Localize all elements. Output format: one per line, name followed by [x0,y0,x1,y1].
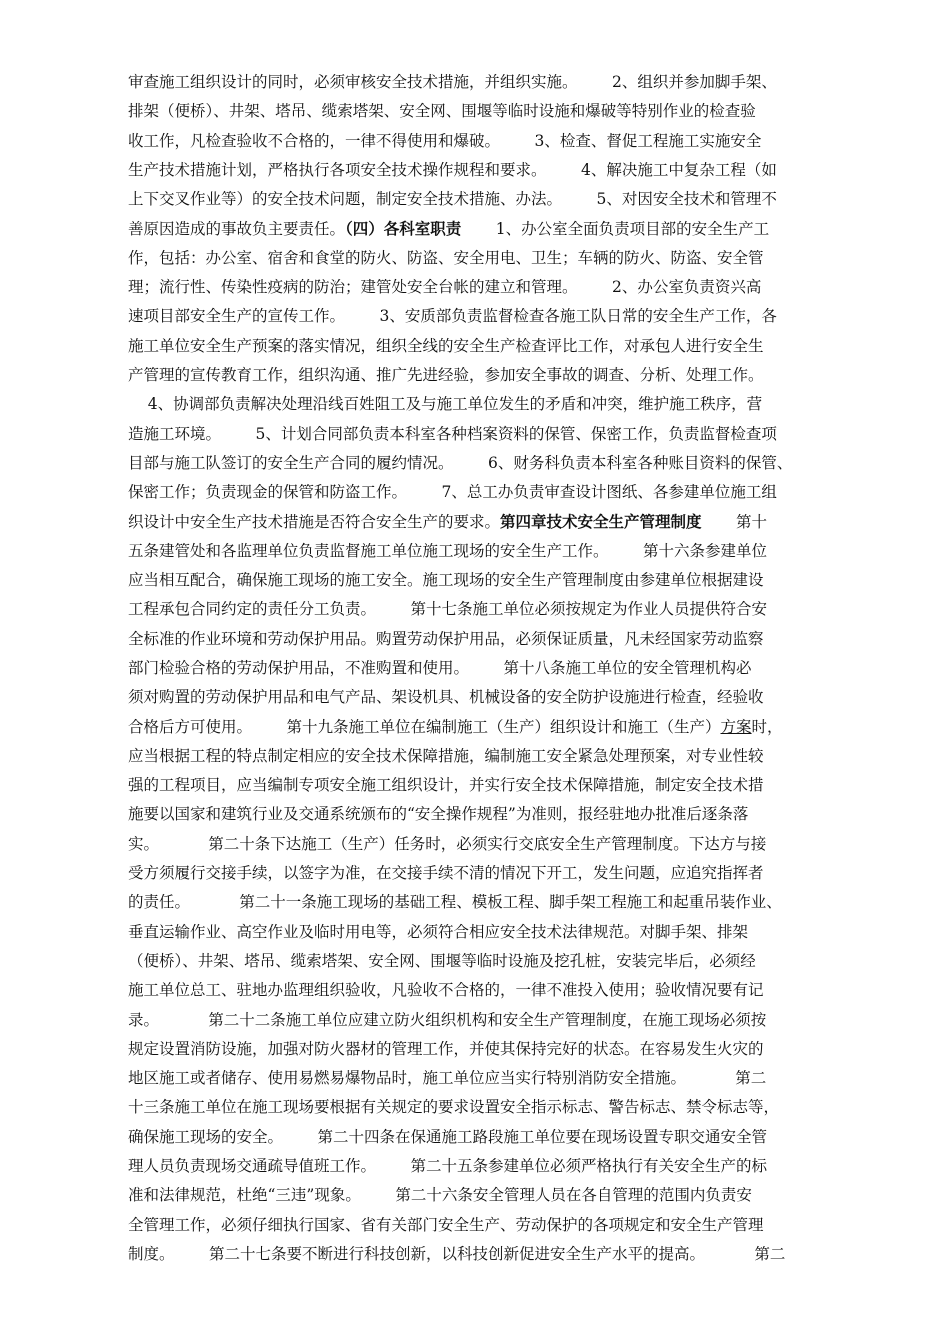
text-line: 录。 第二十二条施工单位应建立防火组织机构和安全生产管理制度，在施工现场必须按 [128,1010,767,1029]
text-line: 实。 第二十条下达施工（生产）任务时，必须实行交底安全生产管理制度。下达方与接 [128,834,767,853]
text-line: 垂直运输作业、高空作业及临时用电等，必须符合相应安全技术法律规范。对脚手架、排架 [128,922,749,941]
text-line: 收工作，凡检查验收不合格的，一律不得使用和爆破。 3、检查、督促工程施工实施安全 [128,131,762,150]
text-line: 织设计中安全生产技术措施是否符合安全生产的要求。第四章技术安全生产管理制度 第十 [128,512,768,532]
text-line: 理人员负责现场交通疏导值班工作。 第二十五条参建单位必须严格执行有关安全生产的标 [128,1156,768,1175]
plan-link[interactable]: 方案 [720,717,752,736]
text-line: 善原因造成的事故负主要责任。（四）各科室职责 1、办公室全面负责项目部的安全生产工 [128,219,770,239]
document-body [128,68,828,1269]
text-line: 全标准的作业环境和劳动保护用品。购置劳动保护用品，必须保证质量，凡未经国家劳动监察 [128,629,764,648]
text-line: 确保施工现场的安全。 第二十四条在保通施工路段施工单位要在现场设置专职交通安全管 [128,1127,768,1146]
text-line: 产管理的宣传教育工作，组织沟通、推广先进经验，参加安全事故的调查、分析、处理工作。 [128,365,764,384]
text-line: 排架（便桥）、井架、塔吊、缆索塔架、安全网、围堰等临时设施和爆破等特别作业的检查验 [128,102,756,121]
text-line: 应当根据工程的特点制定相应的安全技术保障措施，编制施工安全紧急处理预案，对专业性较 [128,746,764,765]
text-line: 4、协调部负责解决处理沿线百姓阻工及与施工单位发生的矛盾和冲突，维护施工秩序，营 [147,395,763,414]
text-line: 施工单位总工、驻地办监理组织验收，凡验收不合格的，一律不准投入使用；验收情况要有记 [128,981,764,1000]
text-line: 五条建管处和各监理单位负责监督施工单位施工现场的安全生产工作。 第十六条参建单位 [128,541,768,560]
text-line: （便桥）、井架、塔吊、缆索塔架、安全网、围堰等临时设施及挖孔桩，安装完毕后，必须经 [128,951,756,970]
text-line: 目部与施工队签订的安全生产合同的履约情况。 6、财务科负责本科室各种账目资料的保管、 [128,453,793,472]
text-line: 的责任。 第二十一条施工现场的基础工程、模板工程、脚手架工程施工和起重吊装作业、 [128,893,782,912]
text-line: 合格后方可使用。 第十九条施工单位在编制施工（生产）组织设计和施工（生产）方案时， [128,717,783,736]
text-line: 上下交叉作业等）的安全技术问题，制定安全技术措施、办法。 5、对因安全技术和管理不 [128,190,777,209]
text-line: 制度。 第二十七条要不断进行科技创新，以科技创新促进安全生产水平的提高。 第二 [128,1244,786,1263]
chapter-heading: 第四章技术安全生产管理制度 [500,512,702,532]
text-line: 保密工作；负责现金的保管和防盗工作。 7、总工办负责审查设计图纸、各参建单位施工组 [128,483,777,502]
text-line: 施要以国家和建筑行业及交通系统颁布的“安全操作规程”为准则，报经驻地办批准后逐条落 [128,805,749,824]
text-line: 作，包括：办公室、宿舍和食堂的防火、防盗、安全用电、卫生；车辆的防火、防盗、安全管 [128,248,764,267]
text-line: 须对购置的劳动保护用品和电气产品、架设机具、机械设备的安全防护设施进行检查，经验收 [128,688,764,707]
text-line: 理；流行性、传染性疫病的防治；建管处安全台帐的建立和管理。 2、办公室负责资兴高 [128,278,762,297]
text-line: 地区施工或者储存、使用易燃易爆物品时，施工单位应当实行特别消防安全措施。 第二 [128,1069,767,1088]
text-line: 施工单位安全生产预案的落实情况，组织全线的安全生产检查评比工作，对承包人进行安全生 [128,336,764,355]
text-line: 工程承包合同约定的责任分工负责。 第十七条施工单位必须按规定为作业人员提供符合安 [128,600,768,619]
text-line: 速项目部安全生产的宣传工作。 3、安质部负责监督检查各施工队日常的安全生产工作，各 [128,307,777,326]
text-line: 准和法律规范，杜绝“三违”现象。 第二十六条安全管理人员在各自管理的范围内负责安 [128,1186,752,1205]
text-line: 规定设置消防设施，加强对防火器材的管理工作，并使其保持完好的状态。在容易发生火灾的 [128,1039,764,1058]
text-line: 强的工程项目，应当编制专项安全施工组织设计，并实行安全技术保障措施，制定安全技术措 [128,776,764,795]
text-line: 应当相互配合，确保施工现场的施工安全。施工现场的安全生产管理制度由参建单位根据建设 [128,571,764,590]
text-line: 十三条施工单位在施工现场要根据有关规定的要求设置安全指示标志、警告标志、禁令标志等， [128,1098,780,1117]
text-line: 受方须履行交接手续，以签字为准，在交接手续不清的情况下开工，发生问题，应追究指挥者 [128,864,764,883]
section-heading: （四）各科室职责 [345,219,462,239]
text-line: 造施工环境。 5、计划合同部负责本科室各种档案资料的保管、保密工作，负责监督检查项 [128,424,777,443]
text-line: 审查施工组织设计的同时，必须审核安全技术措施，并组织实施。 2、组织并参加脚手架、 [128,73,777,91]
text-line: 生产技术措施计划，严格执行各项安全技术操作规程和要求。 4、解决施工中复杂工程（如 [128,160,777,179]
text-line: 全管理工作，必须仔细执行国家、省有关部门安全生产、劳动保护的各项规定和安全生产管理 [128,1215,764,1234]
text-line: 部门检验合格的劳动保护用品，不准购置和使用。 第十八条施工单位的安全管理机构必 [128,658,752,677]
